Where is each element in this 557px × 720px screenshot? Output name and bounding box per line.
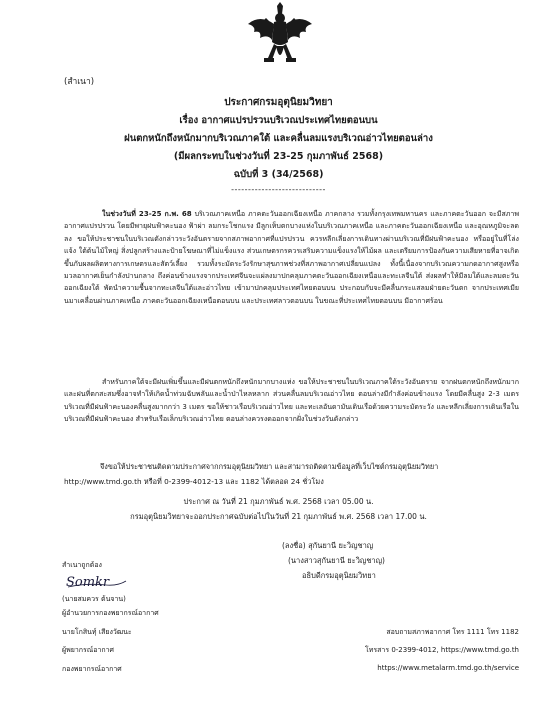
contact-notice: http://www.tmd.go.th หรือที่ 0-2399-4012-13 และ 1182 ได้ตลอด 24 ชั่วโมง — [64, 477, 324, 486]
org-title: ประกาศกรมอุตุนิยมวิทยา — [224, 97, 333, 108]
paragraph-forecast — [64, 208, 519, 307]
signatory-name: (นางสาวสุกันยานี ยะวิญชาญ) — [288, 556, 385, 565]
announcement-subject-detail: ฝนตกหนักถึงหนักมากบริเวณภาคใต้ และคลื่นลมแรงบริเวณอ่าวไทยตอนล่าง — [124, 133, 433, 144]
garuda-emblem-icon — [246, 2, 314, 70]
announced-date: ประกาศ ณ วันที่ 21 กุมภาพันธ์ พ.ศ. 2568 เวลา 05.00 น. — [183, 497, 374, 506]
recorder-division: กองพยากรณ์อากาศ — [62, 665, 122, 673]
issue-number: ฉบับที่ 3 (34/2568) — [233, 169, 324, 180]
contact-web-link[interactable]: https://www.metalarm.tmd.go.th/service — [377, 664, 519, 672]
announcement-subject: เรื่อง อากาศแปรปรวนบริเวณประเทศไทยตอนบน — [179, 115, 378, 126]
certifier-position: ผู้อำนวยการกองพยากรณ์อากาศ — [62, 609, 159, 617]
effective-period: (มีผลกระทบในช่วงวันที่ 23-25 กุมภาพันธ์ 2568) — [173, 151, 384, 162]
certifier-name: (นายสมควร ต้นจาน) — [62, 595, 126, 603]
copy-label: (สำเนา) — [64, 77, 95, 87]
next-issue-date: กรมอุตุนิยมวิทยาจะออกประกาศฉบับต่อไปในวันที่ 21 กุมภาพันธ์ พ.ศ. 2568 เวลา 17.00 น. — [130, 512, 427, 521]
certified-copy-label: สำเนาถูกต้อง — [62, 561, 102, 569]
title-divider: ---------------------------- — [231, 185, 326, 194]
contact-hotline: สอบถามสภาพอากาศ โทร 1111 โทร 1182 — [386, 628, 519, 636]
follow-notice: จึงขอให้ประชาชนติดตามประกาศจากกรมอุตุนิยมวิทยา และสามารถติดตามข้อมูลที่เว็บไซต์กรมอุตุนิยมวิทยา — [100, 462, 439, 471]
signed-line: (ลงชื่อ) สุกันยานี ยะวิญชาญ — [282, 541, 374, 550]
forecast-text: บริเวณภาคเหนือ ภาคตะวันออกเฉียงเหนือ ภาคกลาง รวมทั้งกรุงเทพมหานคร และภาคตะวันออก จะมีสภาพอากาศแปรปรวน โดยมีพายุฝนฟ้าคะนอง ฟ้าผ่า ลมกระโชกแรง มีลูกเห็บตกบางแห่งในบริเวณภาคเหนือ และภาคตะวันออกเฉียงเหนือ และอุณหภูมิจะลดลง ขอให้ประชาชนในบริเวณดังกล่าวระวังอันตรายจากสภาพอากาศที่แปรปรวน ควรหลีกเลี่ยงการเดินทางผ่านบริเวณที่มีฝนฟ้าคะนอง หรืออยู่ในที่โล่งแจ้ง ใต้ต้นไม้ใหญ่ สิ่งปลูกสร้างและป้ายโฆษณาที่ไม่แข็งแรง ส่วนเกษตรกรควรเสริมความแข็งแรงให้ไม้ผล และเตรียมการป้องกันความเสียหายที่อาจเกิดขึ้นกับผลผลิตทางการเกษตรและสัตว์เลี้ยง รวมทั้งระมัดระวังรักษาสุขภาพช่วงที่สภาพอากาศเปลี่ยนแปลง ทั้งนี้เนื่องจากบริเวณความกดอากาศสูงหรือมวลอากาศเย็นกำลังปานกลาง ถึงค่อนข้างแรงจากประเทศจีนจะแผ่ลงมาปกคลุมภาคตะวันออกเฉียงเหนือและทะเลจีนใต้ ส่งผลทำให้มีลมใต้และลมตะวันออกเฉียงใต้ พัดนำความชื้นจากทะเลจีนใต้และอ่าวไทย เข้ามาปกคลุมประเทศไทยตอนบน ประกอบกับจะมีคลื่นกระแสลมฝ่ายตะวันตก จากประเทศเมียนมาเคลื่อนผ่านภาคเหนือ ภาคตะวันออกเฉียงเหนือตอนบน และประเทศลาวตอนบน ในขณะที่ประเทศไทยตอนบน มีอากาศร้อน — [64, 209, 520, 305]
recorder-position: ผู้พยากรณ์อากาศ — [62, 646, 114, 654]
contact-phone[interactable]: โทรสาร 0-2399-4012, https://www.tmd.go.th — [365, 646, 519, 654]
paragraph-southern — [64, 376, 519, 426]
southern-text: สำหรับภาคใต้จะมีฝนเพิ่มขึ้นและมีฝนตกหนักถึงหนักมากบางแห่ง ขอให้ประชาชนในบริเวณภาคใต้ระวังอันตราย จากฝนตกหนักถึงหนักมาก และฝนที่ตกสะสมซึ่งอาจทำให้เกิดน้ำท่วมฉับพลันและน้ำป่าไหลหลาก ส่วนคลื่นลมบริเวณอ่าวไทย ตอนล่างมีกำลังค่อนข้างแรง โดยมีคลื่นสูง 2-3 เมตร บริเวณที่มีฝนฟ้าคะนองคลื่นสูงมากกว่า 3 เมตร ขอให้ชาวเรือบริเวณอ่าวไทย และทะเลอันดามันเดินเรือด้วยความระมัดระวัง และหลีกเลี่ยงการเดินเรือในบริเวณที่มีฝนฟ้าคะนอง สำหรับเรือเล็กบริเวณอ่าวไทย ตอนล่างควรงดออกจากฝั่งในช่วงวันดังกล่าว — [64, 377, 519, 424]
signatory-position: อธิบดีกรมอุตุนิยมวิทยา — [302, 571, 376, 580]
forecast-period: ในช่วงวันที่ 23-25 ก.พ. 68 — [102, 209, 192, 218]
handwritten-signature — [66, 573, 128, 589]
recorder-name: นายโกสินทุ์ เสียงวัฒนะ — [62, 628, 132, 636]
svg-text:Somkr: Somkr — [66, 575, 110, 589]
